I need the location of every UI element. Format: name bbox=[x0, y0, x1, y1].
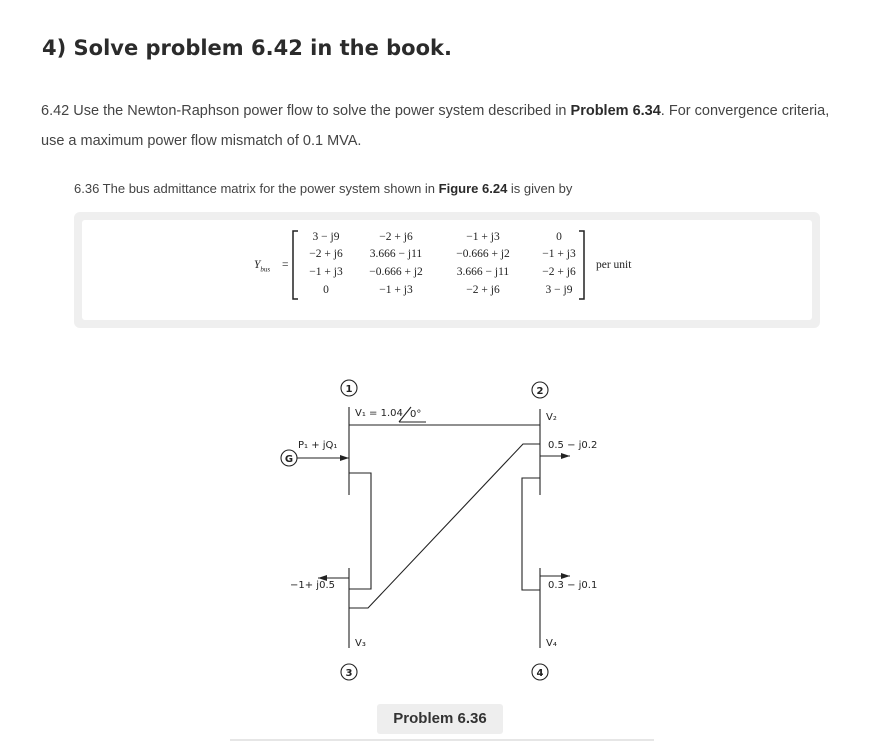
matrix-cell: −2 + j6 bbox=[379, 231, 413, 243]
matrix-cell: −1 + j3 bbox=[309, 266, 343, 278]
v3-label: V₃ bbox=[355, 638, 366, 649]
gen-power-label: P₁ + jQ₁ bbox=[298, 440, 338, 451]
page-title: 4) Solve problem 6.42 in the book. bbox=[42, 36, 452, 60]
matrix-cell: 3.666 − j11 bbox=[369, 248, 423, 260]
line-2-4 bbox=[522, 478, 540, 590]
matrix-cell: −1 + j3 bbox=[542, 248, 576, 260]
ybus-subscript: bus bbox=[260, 265, 271, 274]
bus-4-number: 4 bbox=[536, 668, 544, 679]
matrix-cell: 0 bbox=[323, 284, 329, 296]
matrix-cell: −0.666 + j2 bbox=[369, 266, 423, 278]
matrix-unit: per unit bbox=[596, 259, 632, 271]
v4-label: V₄ bbox=[546, 638, 557, 649]
v1-angle: 0° bbox=[410, 409, 422, 420]
bus-2-number: 2 bbox=[536, 386, 544, 397]
matrix-cell: −1 + j3 bbox=[466, 231, 500, 243]
subproblem-text-1: 6.36 The bus admittance matrix for the power system shown in bbox=[74, 181, 439, 196]
matrix-cell: −2 + j6 bbox=[466, 284, 500, 296]
bus-1-number: 1 bbox=[345, 384, 353, 395]
v2-label: V₂ bbox=[546, 412, 557, 423]
load-4-arrow-icon bbox=[561, 573, 570, 579]
equals-sign: = bbox=[282, 259, 289, 271]
matrix-cell: −0.666 + j2 bbox=[456, 248, 510, 260]
matrix-cell: 0 bbox=[556, 231, 562, 243]
subproblem-statement bbox=[74, 181, 572, 196]
generator-arrow-icon bbox=[340, 455, 349, 461]
generator-label: G bbox=[284, 454, 294, 465]
problem-text-2: . For convergence criteria, use a maximum power flow mismatch of 0.1 MVA. bbox=[41, 103, 830, 149]
load-2-arrow-icon bbox=[561, 453, 570, 459]
problem-reference: Problem 6.34 bbox=[570, 103, 661, 119]
load-3-label: −1+ j0.5 bbox=[290, 580, 335, 591]
matrix-cell: 3 − j9 bbox=[545, 284, 573, 296]
matrix-cell: −1 + j3 bbox=[379, 284, 413, 296]
problem-statement bbox=[41, 96, 856, 156]
v1-label: V₁ = 1.04 bbox=[355, 408, 403, 419]
line-1-3 bbox=[349, 473, 371, 589]
subproblem-text-2: is given by bbox=[507, 181, 573, 196]
load-4-label: 0.3 − j0.1 bbox=[548, 580, 598, 591]
matrix-cell: 3.666 − j11 bbox=[456, 266, 510, 278]
bus-3-number: 3 bbox=[345, 668, 353, 679]
divider bbox=[230, 739, 654, 741]
figure-reference: Figure 6.24 bbox=[438, 181, 508, 196]
matrix-cell: −2 + j6 bbox=[542, 266, 576, 278]
figure-caption: Problem 6.36 bbox=[377, 704, 503, 734]
ybus-symbol: $Y_{bus}$ bbox=[254, 259, 271, 274]
line-2-3 bbox=[349, 444, 540, 608]
load-2-label: 0.5 − j0.2 bbox=[548, 440, 598, 451]
power-system-diagram bbox=[270, 378, 615, 688]
matrix-cell: 3 − j9 bbox=[312, 231, 340, 243]
problem-text-1: 6.42 Use the Newton-Raphson power flow to solve the power system described in bbox=[41, 103, 571, 119]
matrix-cell: −2 + j6 bbox=[309, 248, 343, 260]
